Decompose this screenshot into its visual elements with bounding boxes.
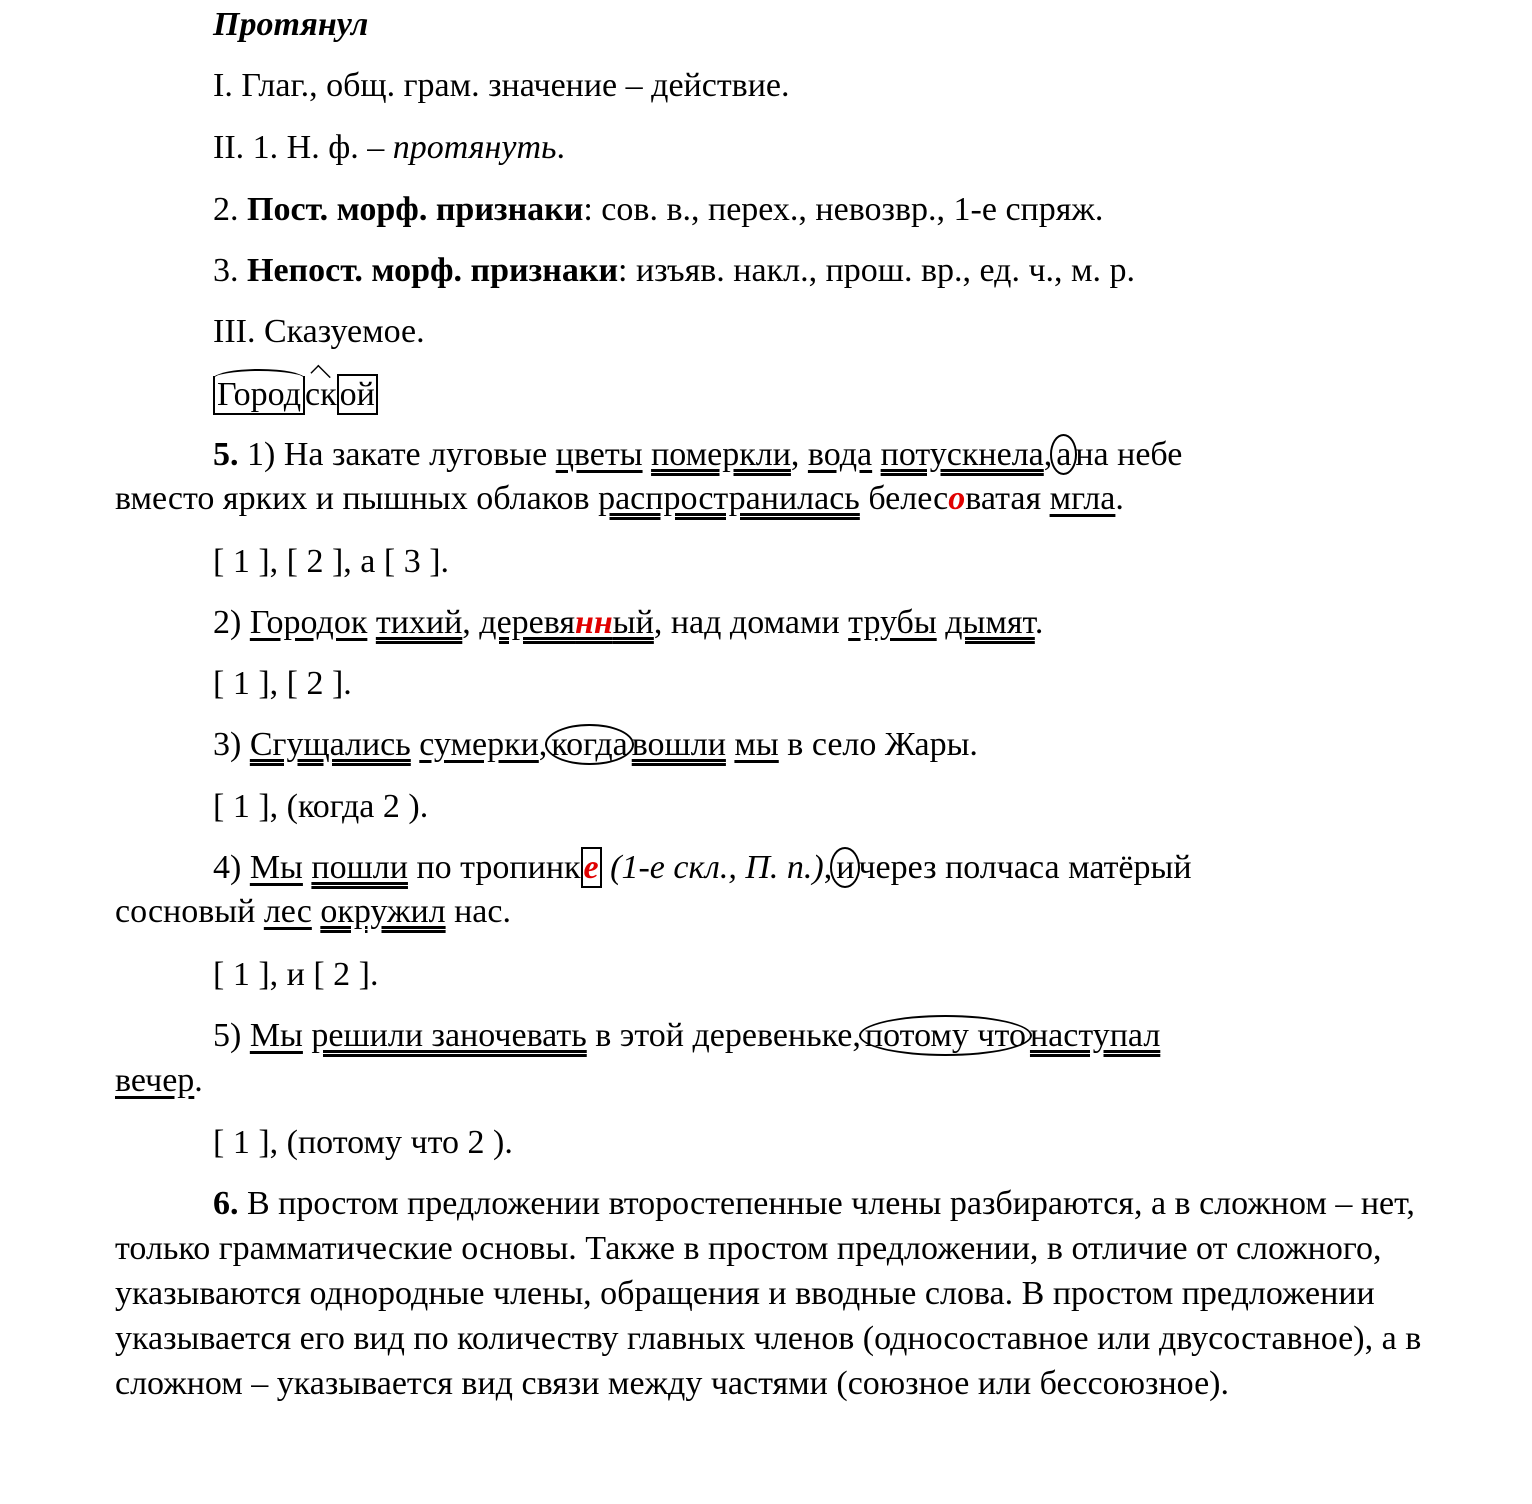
s5-line-1: 5) Мы решили заночевать в этой деревеньке, потому что наступал — [213, 1017, 1161, 1054]
s4-line-2: сосновый лес окружил нас. — [115, 893, 511, 930]
morph-line-5: III. Сказуемое. — [213, 313, 425, 350]
morph-line-2: II. 1. Н. ф. – протянуть. — [213, 129, 565, 166]
scheme-4: [ 1 ], и [ 2 ]. — [213, 956, 379, 993]
task6-paragraph: 6. В простом предложении второстепенные члены разбираются, а в сложном – нет, только грамматические основы. Также в простом предложении, в отличие от сложного, указываются однородные члены, обращения и вводные слова. В простом предложении указывается его вид по количеству главных членов (односоставное или двусоставное), а в сложном – указывается вид связи между частями (союзное или бессоюзное). — [115, 1185, 1422, 1402]
s4-line-1: 4) Мы пошли по тропинке (1-е скл., П. п.), и через полчаса матёрый — [213, 849, 1192, 886]
conjunction-circle: потому что — [859, 1015, 1032, 1056]
conjunction-circle: и — [830, 847, 860, 888]
root-part: Город — [213, 375, 305, 415]
ending-letter: е — [581, 847, 602, 888]
morph-line-1: I. Глаг., общ. грам. значение – действие. — [213, 67, 790, 104]
spelling-letter: о — [948, 480, 966, 517]
scheme-3: [ 1 ], (когда 2 ). — [213, 788, 429, 825]
conjunction-circle: а — [1050, 434, 1077, 475]
spelling-letters: нн — [575, 604, 613, 641]
s2-line: 2) Городок тихий, деревянный, над домами трубы дымят. — [213, 604, 1044, 641]
scheme-1: [ 1 ], [ 2 ], а [ 3 ]. — [213, 543, 450, 580]
heading: Протянул — [213, 6, 369, 43]
s5-line-2: вечер. — [115, 1062, 203, 1099]
morph-line-4: 3. Непост. морф. признаки: изъяв. накл., прош. вр., ед. ч., м. р. — [213, 252, 1136, 289]
word-analysis — [213, 375, 378, 415]
conjunction-circle: когда — [545, 724, 633, 765]
scheme-5: [ 1 ], (потому что 2 ). — [213, 1124, 513, 1161]
s1-line-1: 5. 1) На закате луговые цветы померкли, вода потускнела, а на небе — [213, 436, 1183, 473]
scheme-2: [ 1 ], [ 2 ]. — [213, 665, 352, 702]
ending-part: ой — [337, 374, 378, 415]
s3-line: 3) Сгущались сумерки, когда вошли мы в село Жары. — [213, 726, 978, 763]
morph-line-3: 2. Пост. морф. признаки: сов. в., перех., невозвр., 1-е спряж. — [213, 191, 1104, 228]
s1-line-2: вместо ярких и пышных облаков распространилась белесоватая мгла. — [115, 480, 1124, 517]
suffix-part: ск — [305, 376, 337, 413]
